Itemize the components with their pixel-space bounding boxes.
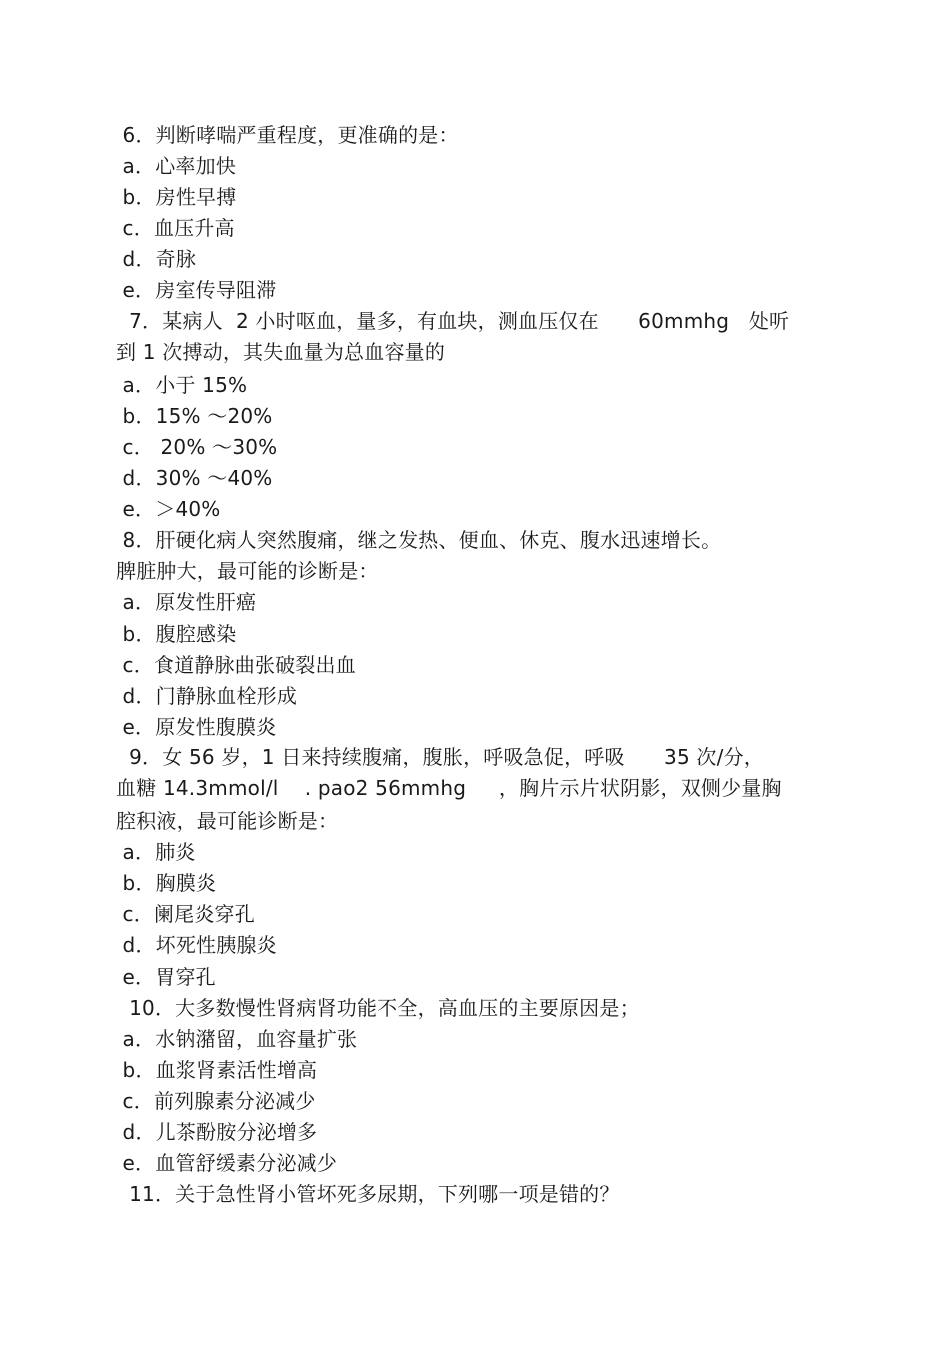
question-7-option-b: b．15% ～20% — [116, 404, 273, 428]
question-10-option-a: a．水钠潴留，血容量扩张 — [116, 1027, 358, 1051]
question-9-option-a: a．肺炎 — [116, 840, 196, 864]
question-9-option-d: d．坏死性胰腺炎 — [116, 933, 277, 957]
question-7-option-d: d．30% ～40% — [116, 466, 273, 490]
question-8-option-a: a．原发性肝癌 — [116, 590, 257, 614]
question-8-option-e: e．原发性腹膜炎 — [116, 715, 277, 739]
question-11-stem: 11．关于急性肾小管坏死多尿期，下列哪一项是错的？ — [116, 1182, 620, 1206]
question-9-option-e: e．胃穿孔 — [116, 965, 216, 989]
question-7-option-a: a．小于 15% — [116, 373, 248, 397]
question-8-option-c: c．食道静脉曲张破裂出血 — [116, 653, 356, 677]
question-6-option-a: a．心率加快 — [116, 154, 237, 178]
question-9-stem-line-2: 血糖 14.3mmol/l . pao2 56mmhg ，胸片示片状阴影，双侧少量胸 — [116, 776, 782, 800]
question-8-option-d: d．门静脉血栓形成 — [116, 684, 298, 708]
question-6-option-d: d．奇脉 — [116, 247, 197, 271]
question-7-stem-line-2: 到 1 次搏动，其失血量为总血容量的 — [116, 340, 446, 364]
question-10-option-c: c．前列腺素分泌减少 — [116, 1089, 316, 1113]
question-10-option-b: b．血浆肾素活性增高 — [116, 1058, 318, 1082]
question-7-stem-line-1: 7．某病人 2 小时呕血，量多，有血块，测血压仅在 60mmhg 处听 — [116, 309, 790, 333]
question-6-stem: 6．判断哮喘严重程度，更准确的是： — [116, 123, 459, 147]
question-10-option-e: e．血管舒缓素分泌减少 — [116, 1151, 338, 1175]
question-7-option-e: e．＞40% — [116, 497, 221, 521]
question-6-option-b: b．房性早搏 — [116, 185, 237, 209]
question-9-option-c: c．阑尾炎穿孔 — [116, 902, 255, 926]
question-10-option-d: d．儿茶酚胺分泌增多 — [116, 1120, 318, 1144]
question-6-option-c: c．血压升高 — [116, 216, 235, 240]
question-8-stem-line-2: 脾脏肿大，最可能的诊断是： — [116, 559, 379, 583]
question-9-stem-line-1: 9．女 56 岁，1 日来持续腹痛，腹胀，呼吸急促，呼吸 35 次/分， — [116, 745, 764, 769]
question-9-option-b: b．胸膜炎 — [116, 871, 217, 895]
question-7-option-c: c． 20% ～30% — [116, 435, 278, 459]
question-8-stem-line-1: 8．肝硬化病人突然腹痛，继之发热、便血、休克、腹水迅速增长。 — [116, 528, 722, 552]
question-6-option-e: e．房室传导阻滞 — [116, 278, 277, 302]
question-8-option-b: b．腹腔感染 — [116, 622, 237, 646]
question-10-stem: 10．大多数慢性肾病肾功能不全，高血压的主要原因是； — [116, 996, 640, 1020]
question-9-stem-line-3: 腔积液，最可能诊断是： — [116, 809, 339, 833]
